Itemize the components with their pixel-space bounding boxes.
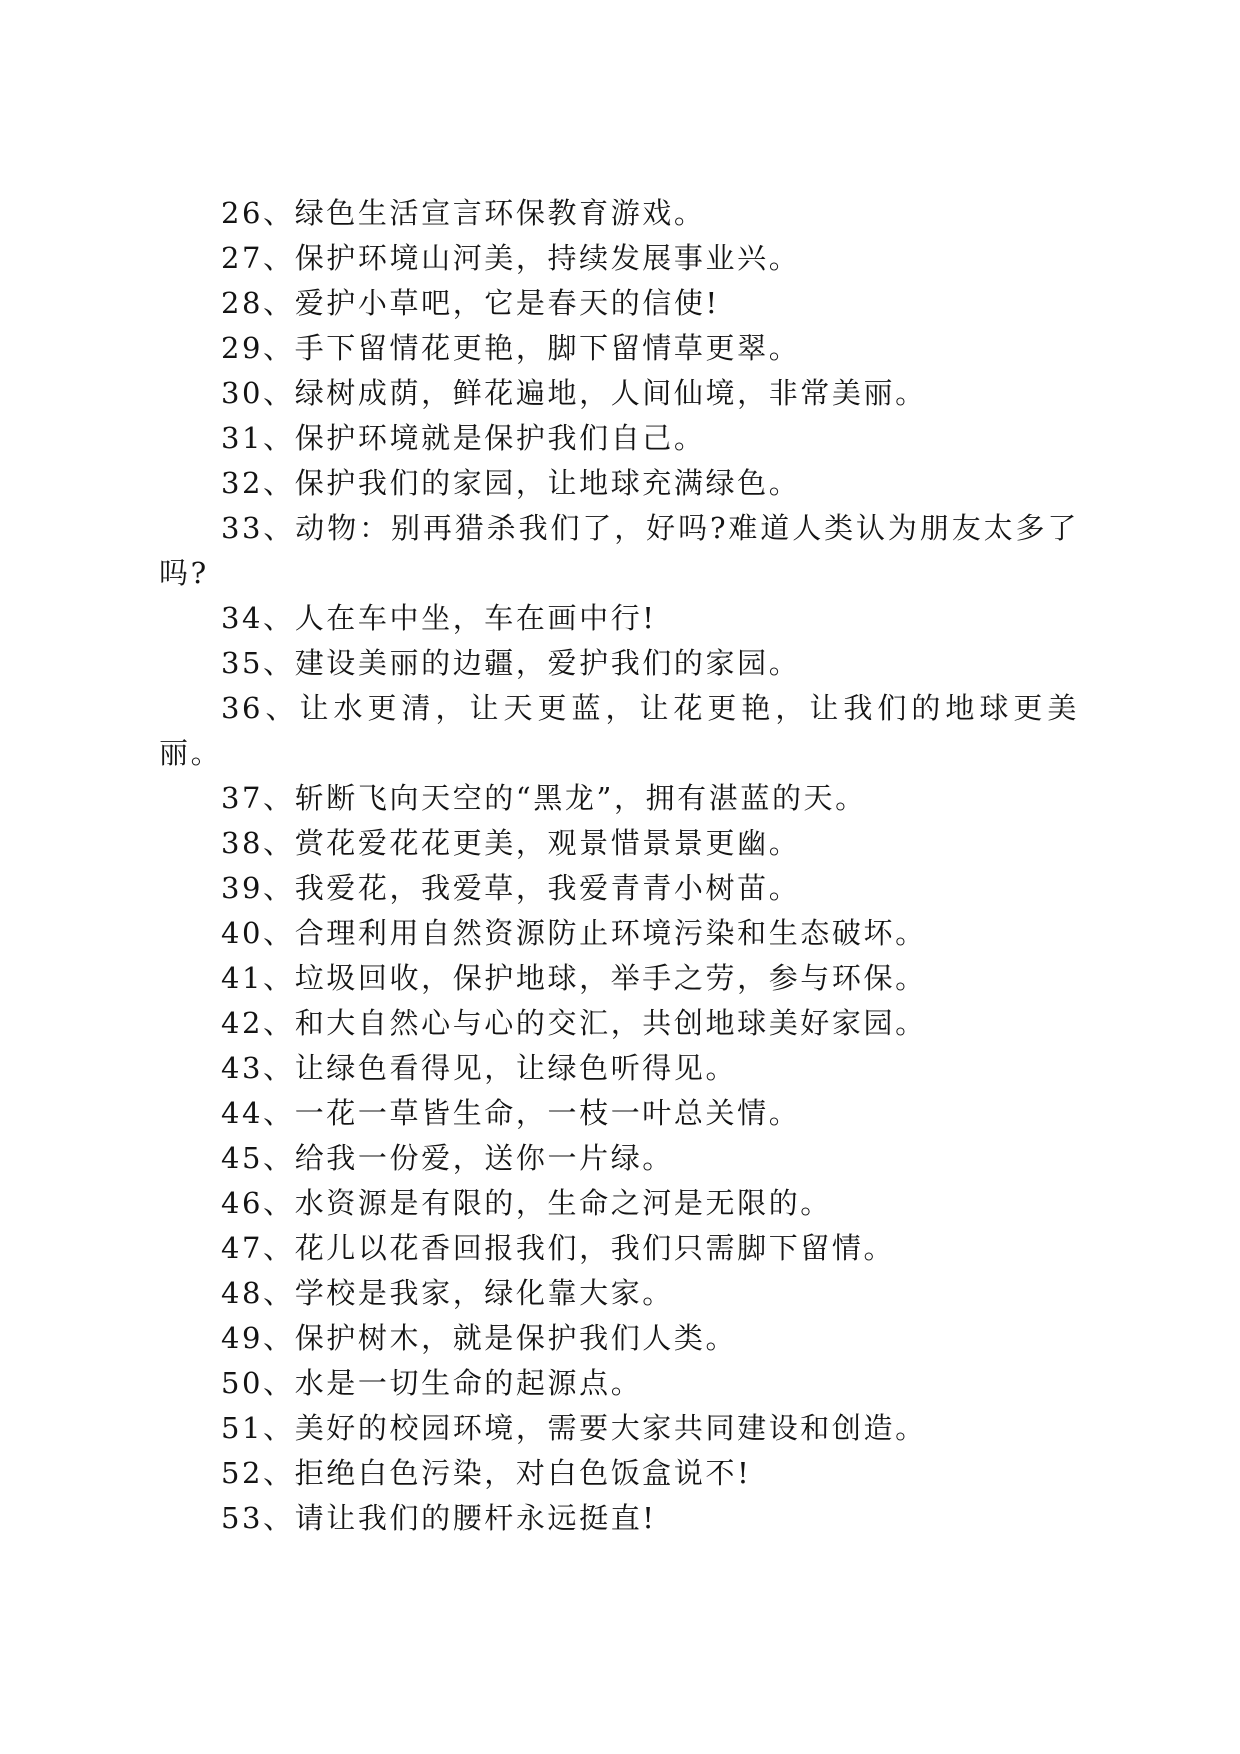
list-item: 44、一花一草皆生命，一枝一叶总关情。 — [221, 1096, 801, 1130]
list-item: 50、水是一切生命的起源点。 — [221, 1366, 643, 1400]
list-item: 47、花儿以花香回报我们，我们只需脚下留情。 — [221, 1231, 896, 1265]
list-item: 41、垃圾回收，保护地球，举手之劳，参与环保。 — [221, 961, 927, 995]
list-item: 42、和大自然心与心的交汇，共创地球美好家园。 — [221, 1006, 927, 1040]
list-item: 49、保护树木，就是保护我们人类。 — [221, 1321, 738, 1355]
list-item: 27、保护环境山河美，持续发展事业兴。 — [221, 241, 801, 275]
list-item: 43、让绿色看得见，让绿色听得见。 — [221, 1051, 738, 1085]
list-item: 31、保护环境就是保护我们自己。 — [221, 421, 706, 455]
list-item: 34、人在车中坐，车在画中行! — [221, 601, 657, 635]
list-item: 46、水资源是有限的，生命之河是无限的。 — [221, 1186, 832, 1220]
list-item: 29、手下留情花更艳，脚下留情草更翠。 — [221, 331, 801, 365]
list-item: 38、赏花爱花花更美，观景惜景景更幽。 — [221, 826, 801, 860]
list-item: 32、保护我们的家园，让地球充满绿色。 — [221, 466, 801, 500]
list-item: 26、绿色生活宣言环保教育游戏。 — [221, 196, 706, 230]
list-item: 53、请让我们的腰杆永远挺直! — [221, 1501, 657, 1535]
slogan-list — [159, 191, 1079, 1541]
list-item: 51、美好的校园环境，需要大家共同建设和创造。 — [221, 1411, 927, 1445]
list-item: 36、让水更清，让天更蓝，让花更艳，让我们的地球更美丽。 — [159, 691, 1079, 770]
list-item: 30、绿树成荫，鲜花遍地，人间仙境，非常美丽。 — [221, 376, 927, 410]
list-item: 39、我爱花，我爱草，我爱青青小树苗。 — [221, 871, 801, 905]
list-item: 35、建设美丽的边疆，爱护我们的家园。 — [221, 646, 801, 680]
list-item: 40、合理利用自然资源防止环境污染和生态破坏。 — [221, 916, 927, 950]
list-item: 37、斩断飞向天空的“黑龙”，拥有湛蓝的天。 — [221, 781, 867, 815]
list-item: 48、学校是我家，绿化靠大家。 — [221, 1276, 674, 1310]
list-item: 45、给我一份爱，送你一片绿。 — [221, 1141, 674, 1175]
list-item: 33、动物：别再猎杀我们了，好吗?难道人类认为朋友太多了吗? — [159, 511, 1079, 590]
list-item: 52、拒绝白色污染，对白色饭盒说不! — [221, 1456, 752, 1490]
list-item: 28、爱护小草吧，它是春天的信使! — [221, 286, 720, 320]
